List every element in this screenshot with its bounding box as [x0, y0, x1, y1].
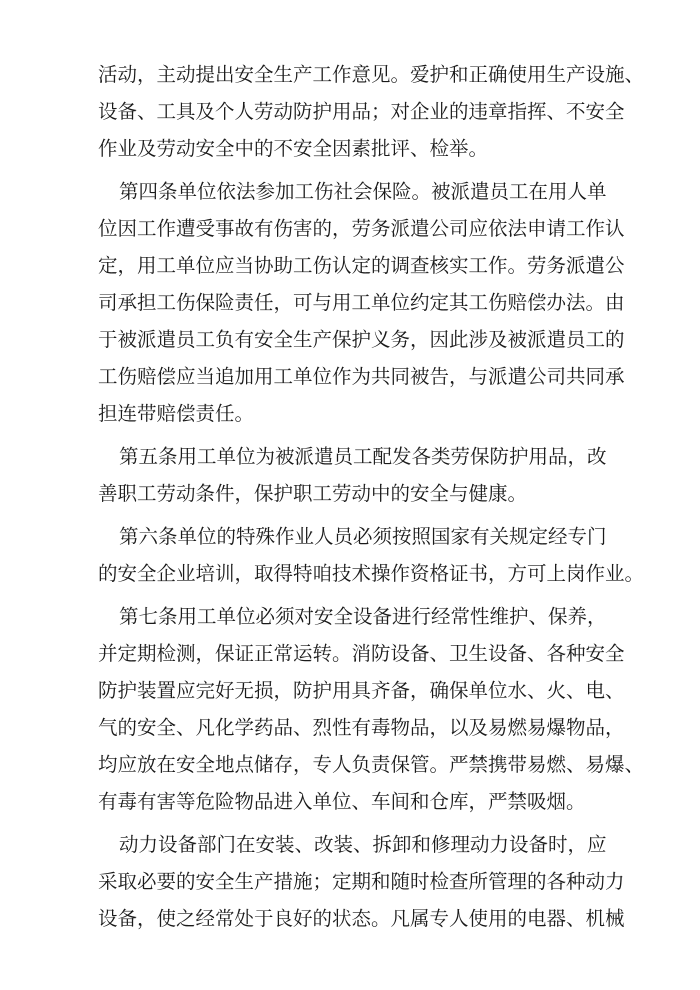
text-line: 设备、工具及个人劳动防护用品；对企业的违章指挥、不安全: [98, 100, 625, 123]
text-line: 司承担工伤保险责任，可与用工单位约定其工伤赔偿办法。由: [98, 291, 625, 314]
text-line: 动力设备部门在安装、改装、拆卸和修理动力设备时，应: [119, 833, 607, 856]
text-line: 作业及劳动安全中的不安全因素批评、检举。: [98, 137, 489, 160]
paragraph-article-5: [98, 438, 618, 512]
text-line: 采取必要的安全生产措施；定期和随时检查所管理的各种动力: [98, 870, 625, 893]
text-line: 设备，使之经常处于良好的状态。凡属专人使用的电器、机械: [98, 907, 625, 930]
text-line: 第七条用工单位必须对安全设备进行经常性维护、保养，: [119, 605, 607, 628]
text-line: 活动，主动提出安全生产工作意见。爱护和正确使用生产设施、: [98, 63, 645, 86]
text-line: 防护装置应完好无损，防护用具齐备，确保单位水、火、电、: [98, 679, 625, 702]
text-line: 并定期检测，保证正常运转。消防设备、卫生设备、各种安全: [98, 642, 625, 665]
paragraph-power-equipment: [98, 826, 625, 937]
text-line: 第六条单位的特殊作业人员必须按照国家有关规定经专门: [119, 525, 607, 548]
text-line: 善职工劳动条件，保护职工劳动中的安全与健康。: [98, 482, 528, 505]
text-line: 气的安全、凡化学药品、烈性有毒物品，以及易燃易爆物品，: [98, 716, 625, 739]
text-line: 的安全企业培训，取得特咱技术操作资格证书，方可上岗作业。: [98, 562, 645, 585]
document-body: [98, 56, 645, 937]
text-line: 工伤赔偿应当追加用工单位作为共同被告，与派遣公司共同承: [98, 365, 625, 388]
text-line: 第五条用工单位为被派遣员工配发各类劳保防护用品，改: [119, 445, 607, 468]
paragraph-article-7: [98, 598, 645, 820]
text-line: 于被派遣员工负有安全生产保护义务，因此涉及被派遣员工的: [98, 328, 625, 351]
paragraph: [98, 56, 645, 167]
text-line: 均应放在安全地点储存，专人负责保管。严禁携带易燃、易爆、: [98, 753, 645, 776]
paragraph-article-6: [98, 518, 645, 592]
text-line: 位因工作遭受事故有伤害的，劳务派遣公司应依法申请工作认: [98, 217, 625, 240]
text-line: 第四条单位依法参加工伤社会保险。被派遣员工在用人单: [119, 180, 607, 203]
text-line: 定，用工单位应当协助工伤认定的调查核实工作。劳务派遣公: [98, 254, 625, 277]
paragraph-article-4: [98, 173, 625, 432]
text-line: 担连带赔偿责任。: [98, 402, 255, 425]
text-line: 有毒有害等危险物品进入单位、车间和仓库，严禁吸烟。: [98, 790, 586, 813]
